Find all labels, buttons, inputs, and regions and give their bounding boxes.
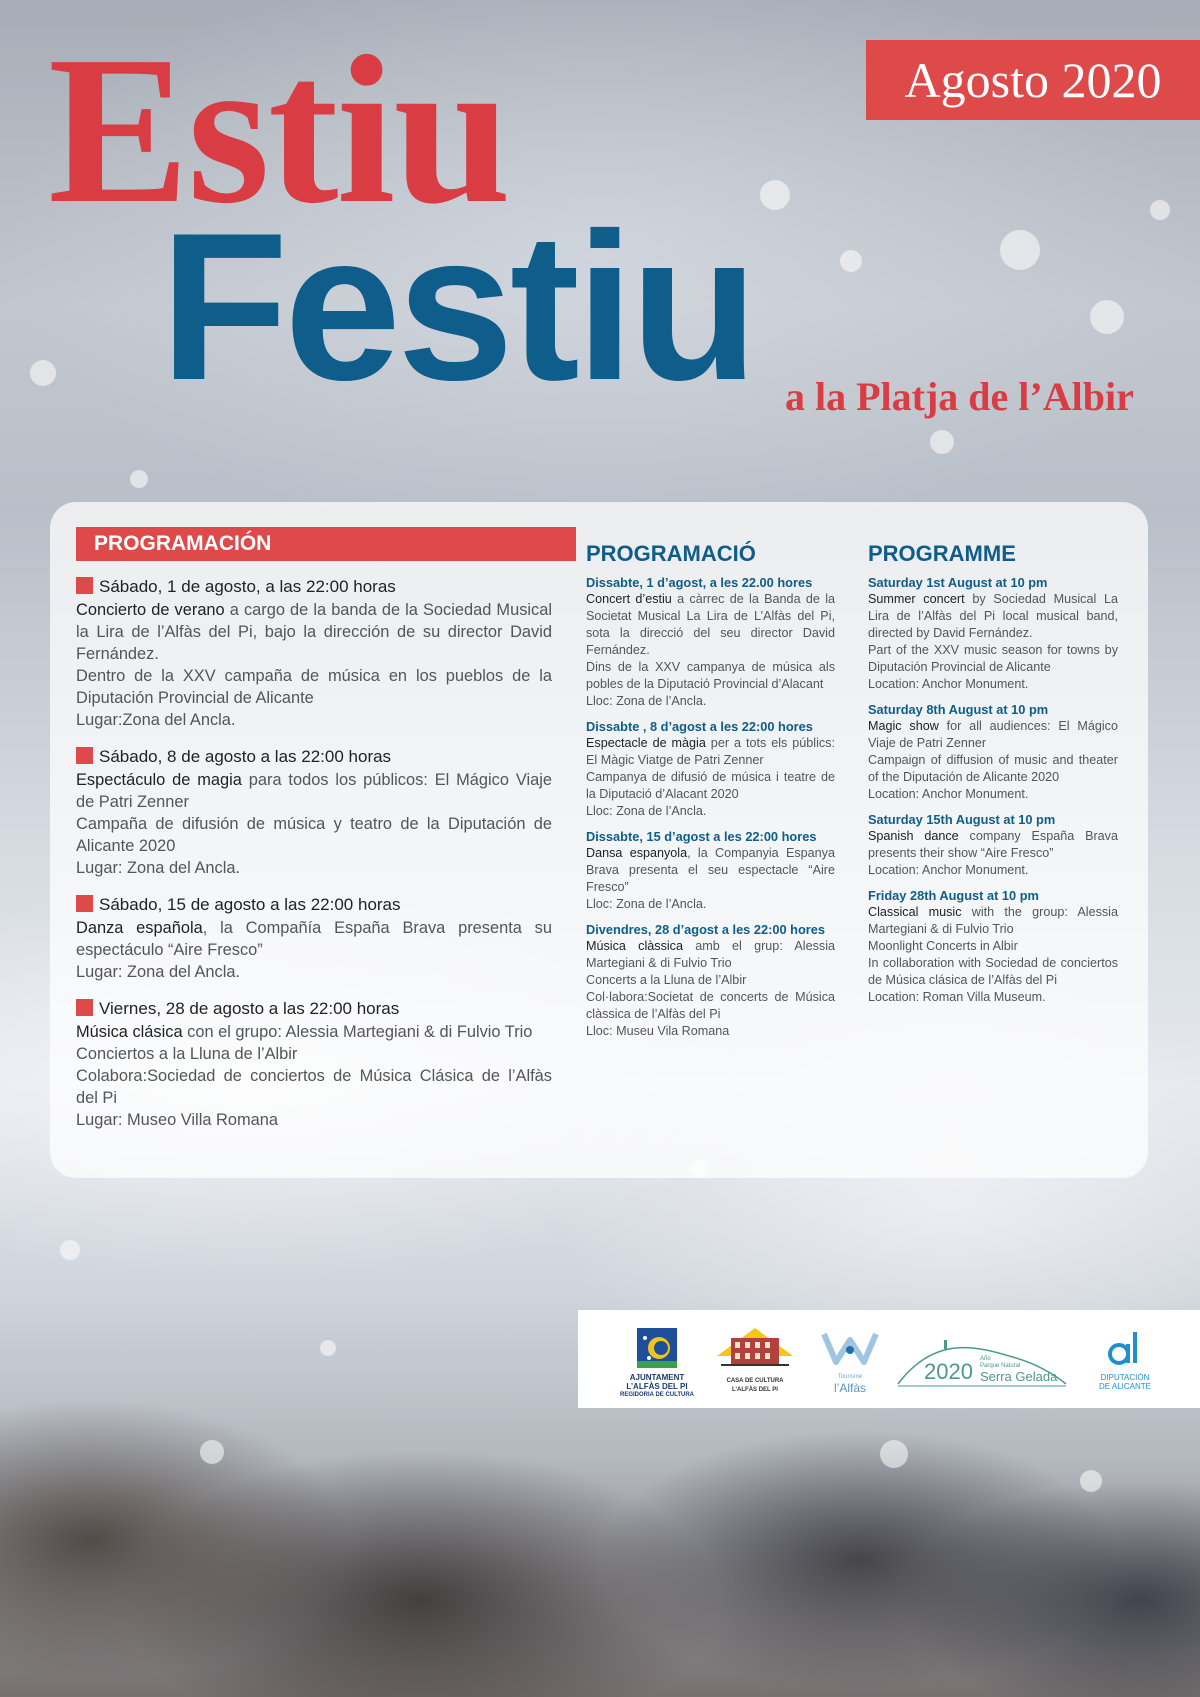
spanish-event <box>76 745 552 879</box>
event-title: Música clàssica <box>586 939 683 953</box>
tourism-w-icon <box>820 1328 880 1368</box>
serra-gelada-line1: Año <box>980 1356 991 1362</box>
event-description: con el grupo: Alessia Martegiani & di Fulvio Trio <box>182 1023 533 1041</box>
bullet-square-icon <box>76 999 93 1016</box>
event-title: Concierto de verano <box>76 601 225 619</box>
event-location: Location: Roman Villa Museum. <box>868 990 1046 1004</box>
title-festiu: Festiu <box>160 189 755 424</box>
spanish-heading: PROGRAMACIÓN <box>76 527 576 561</box>
event-detail: Dins de la XXV campanya de música als pobles de la Diputació Provincial d’Alacant <box>586 660 835 691</box>
event-title: Spanish dance <box>868 829 959 843</box>
event-detail: In collaboration with Sociedad de conciertos de Música clásica de l’Alfàs del Pi <box>868 956 1118 987</box>
tourism-line2: l’Alfàs <box>833 1381 866 1395</box>
ajuntament-logo <box>612 1328 702 1400</box>
diputacion-line2: DE ALICANTE <box>1098 1382 1151 1391</box>
diputacion-emblem-icon <box>1105 1328 1145 1368</box>
spanish-event <box>76 893 552 983</box>
bullet-square-icon <box>76 577 93 594</box>
event-title: Danza española <box>76 919 203 937</box>
event-description: , la Companyia Espanya Brava presenta el seu espectacle “Aire Fresco” <box>586 846 835 894</box>
english-event <box>868 887 1118 1006</box>
english-program-column <box>868 540 1118 1014</box>
event-date: Sábado, 8 de agosto a las 22:00 horas <box>99 747 392 766</box>
event-date: Saturday 1st August at 10 pm <box>868 575 1048 590</box>
valencian-program-column <box>586 540 835 1048</box>
english-event <box>868 701 1118 803</box>
tourism-logo <box>812 1328 888 1395</box>
event-detail: Campaign of diffusion of music and theater of the Diputación de Alicante 2020 <box>868 753 1118 784</box>
event-location: Lugar: Zona del Ancla. <box>76 859 241 877</box>
subtitle-location: a la Platja de l’Albir <box>785 374 1134 419</box>
casa-de-cultura-logo <box>712 1326 798 1395</box>
event-location: Lugar:Zona del Ancla. <box>76 711 236 729</box>
event-description: company España Brava presents their show “Aire Fresco” <box>868 829 1118 860</box>
event-title: Música clásica <box>76 1023 183 1041</box>
event-location: Lloc: Zona de l’Ancla. <box>586 694 707 708</box>
serra-gelada-logo <box>896 1340 1068 1390</box>
event-detail: Moonlight Concerts in Albir <box>868 939 1018 953</box>
event-description: amb el grup: Alessia Martegiani & di Fulvio Trio <box>586 939 835 970</box>
event-location: Lloc: Zona de l’Ancla. <box>586 897 707 911</box>
event-detail: Part of the XXV music season for towns by Diputación Provincial de Alicante <box>868 643 1118 674</box>
event-detail: Col·labora:Societat de concerts de Música clàssica de l’Alfàs del Pi <box>586 990 835 1021</box>
event-description: by Sociedad Musical La Lira de l’Alfàs del Pi local musical band, directed by David Fernández. <box>868 592 1118 640</box>
event-date: Friday 28th August at 10 pm <box>868 888 1039 903</box>
serra-gelada-name: Serra Gelada <box>980 1369 1058 1384</box>
casa-de-cultura-line2: L’ALFÀS DEL PI <box>732 1387 778 1393</box>
event-title: Summer concert <box>868 592 965 606</box>
valencian-event <box>586 828 835 913</box>
spanish-program-column <box>76 527 552 1131</box>
event-description: with the group: Alessia Martegiani & di Fulvio Trio <box>868 905 1118 936</box>
event-detail: Campaña de difusión de música y teatro de la Diputación de Alicante 2020 <box>76 815 552 855</box>
event-description: , la Compañía España Brava presenta su espectáculo “Aire Fresco” <box>76 919 552 959</box>
event-date: Dissabte, 15 d’agost a les 22:00 hores <box>586 829 817 844</box>
ajuntament-line1: AJUNTAMENT <box>629 1373 685 1382</box>
ajuntament-line2: L’ALFÀS DEL PI <box>626 1382 688 1391</box>
event-description: a càrrec de la Banda de la Societat Musical La Lira de L’Alfàs del Pi, sota la direcció del seu director David Fernández. <box>586 592 835 657</box>
spanish-event <box>76 997 552 1131</box>
event-date: Sábado, 15 de agosto a las 22:00 horas <box>99 895 401 914</box>
event-date: Saturday 15th August at 10 pm <box>868 812 1056 827</box>
event-description: for all audiences: El Mágico Viaje de Patri Zenner <box>868 719 1118 750</box>
diputacion-line1: DIPUTACIÓN <box>1100 1373 1150 1382</box>
ajuntament-emblem-icon <box>637 1328 677 1368</box>
event-date: Dissabte, 1 d’agost, a les 22.00 hores <box>586 575 813 590</box>
valencian-event <box>586 718 835 820</box>
event-title: Dansa espanyola <box>586 846 688 860</box>
event-detail: Campanya de difusió de música i teatre de la Diputació d’Alacant 2020 <box>586 770 835 801</box>
event-date: Saturday 8th August at 10 pm <box>868 702 1049 717</box>
event-title: Magic show <box>868 719 939 733</box>
event-location: Lugar: Zona del Ancla. <box>76 963 241 981</box>
english-event <box>868 811 1118 879</box>
valencian-heading: PROGRAMACIÓ <box>586 541 756 566</box>
ajuntament-line3: REGIDORIA DE CULTURA <box>620 1392 694 1398</box>
event-description: per a tots els públics: El Màgic Viatge de Patri Zenner <box>586 736 835 767</box>
event-location: Location: Anchor Monument. <box>868 787 1029 801</box>
event-description: a cargo de la banda de la Sociedad Musical la Lira de l’Alfàs del Pi, bajo la dirección de su director David Fernández. <box>76 601 552 663</box>
event-title: Espectáculo de magia <box>76 771 242 789</box>
event-date: Divendres, 28 d’agost a les 22:00 hores <box>586 922 825 937</box>
event-detail: Concerts a la Lluna de l’Albir <box>586 973 747 987</box>
event-location: Lloc: Zona de l’Ancla. <box>586 804 707 818</box>
event-detail: Colabora:Sociedad de conciertos de Música Clásica de l’Alfàs del Pi <box>76 1067 552 1107</box>
event-location: Location: Anchor Monument. <box>868 677 1029 691</box>
tourism-line1: Tourisme <box>837 1374 863 1380</box>
casa-de-cultura-building-icon <box>715 1326 795 1372</box>
event-title: Concert d’estiu <box>586 592 672 606</box>
event-description: para todos los públicos: El Mágico Viaje de Patri Zenner <box>76 771 553 811</box>
event-location: Location: Anchor Monument. <box>868 863 1029 877</box>
serra-gelada-line2: Parque Natural <box>980 1363 1021 1369</box>
sponsor-logo-bar <box>578 1310 1200 1408</box>
event-location: Lloc: Museu Vila Romana <box>586 1024 730 1038</box>
event-date: Sábado, 1 de agosto, a las 22:00 horas <box>99 577 396 596</box>
event-title: Classical music <box>868 905 962 919</box>
valencian-event <box>586 921 835 1040</box>
casa-de-cultura-line1: CASA DE CULTURA <box>726 1378 784 1384</box>
english-heading: PROGRAMME <box>868 541 1016 566</box>
bullet-square-icon <box>76 747 93 764</box>
event-detail: Conciertos a la Lluna de l’Albir <box>76 1045 298 1063</box>
event-detail: Dentro de la XXV campaña de música en los pueblos de la Diputación Provincial de Alicante <box>76 667 552 707</box>
event-title: Espectacle de màgia <box>586 736 706 750</box>
date-badge: Agosto 2020 <box>866 40 1200 120</box>
bullet-square-icon <box>76 895 93 912</box>
title-estiu: Estiu <box>48 12 510 247</box>
serra-gelada-year: 2020 <box>924 1359 973 1384</box>
event-date: Dissabte , 8 d’agost a les 22:00 hores <box>586 719 813 734</box>
spanish-event <box>76 575 552 731</box>
diputacion-logo <box>1090 1328 1160 1391</box>
english-event <box>868 574 1118 693</box>
event-location: Lugar: Museo Villa Romana <box>76 1111 278 1129</box>
valencian-event <box>586 574 835 710</box>
event-date: Viernes, 28 de agosto a las 22:00 horas <box>99 999 400 1018</box>
